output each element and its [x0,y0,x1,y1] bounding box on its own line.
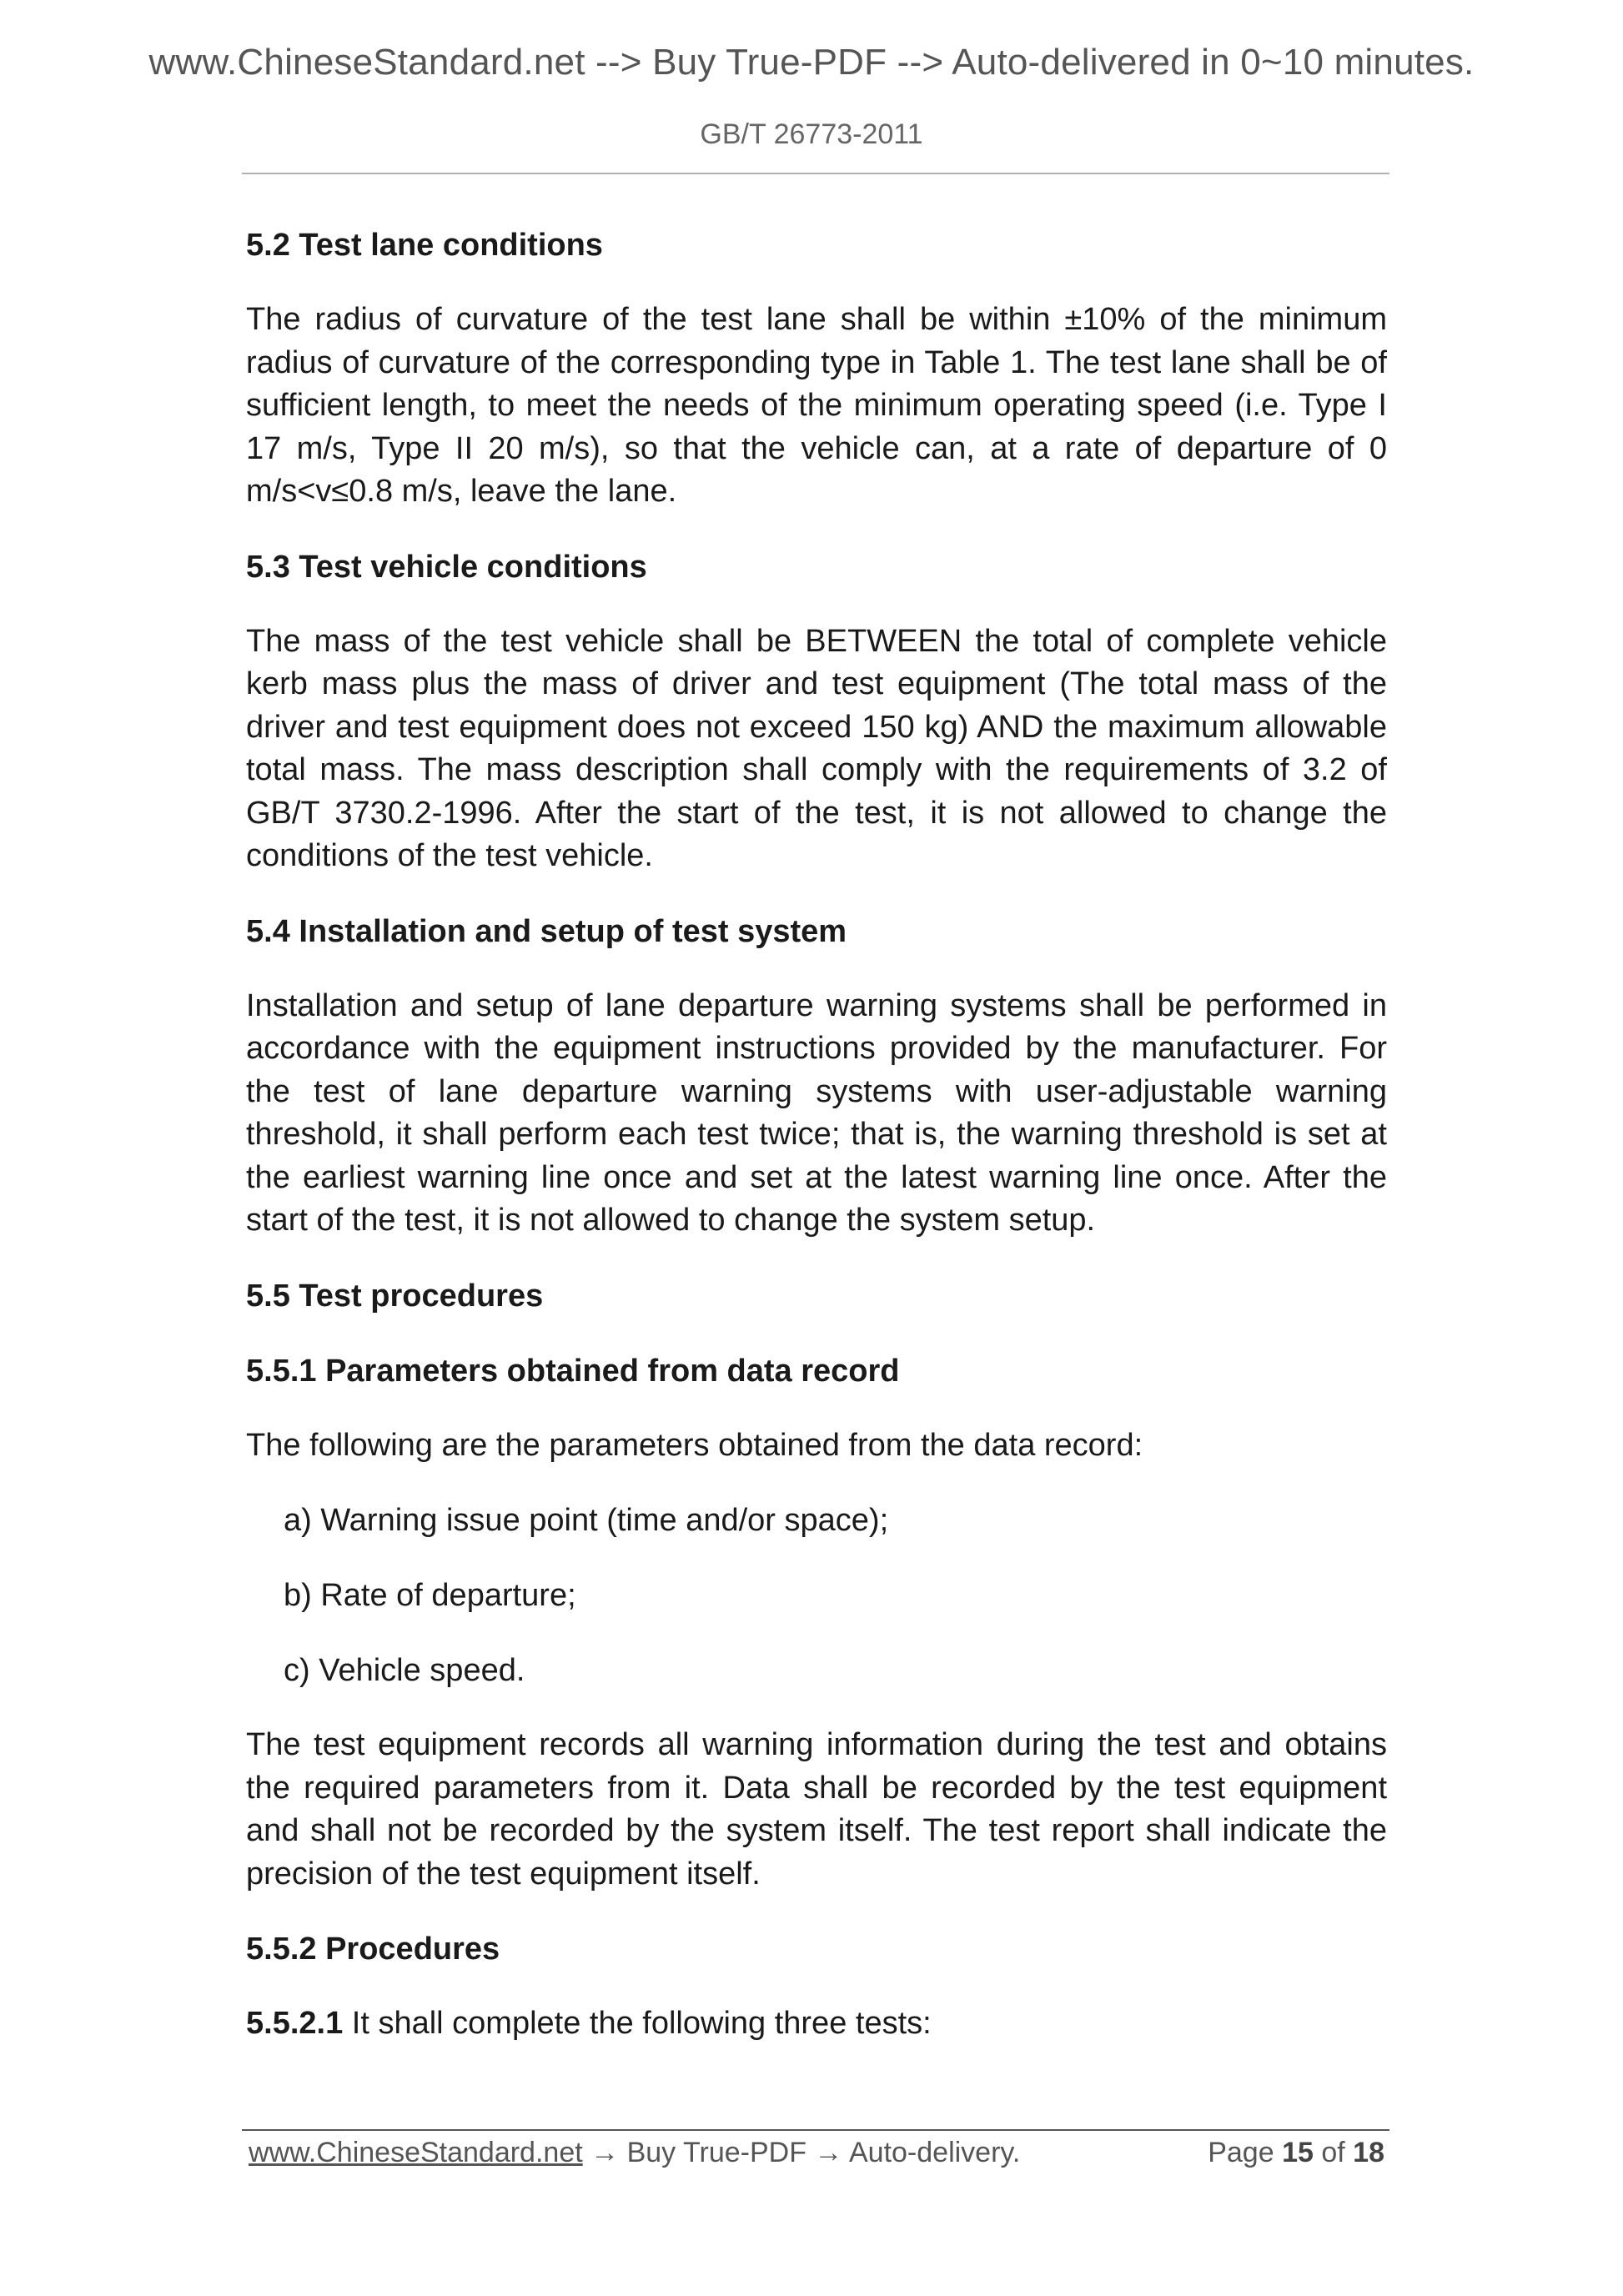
top-banner: www.ChineseStandard.net --> Buy True-PDF --> Auto-delivered in 0~10 minutes. [148,42,1475,83]
section-heading-5-5-1: 5.5.1 Parameters obtained from data record [246,1353,900,1389]
footer-tagline: → Buy True-PDF → Auto-delivery. [582,2137,1021,2168]
footer-site-link[interactable]: www.ChineseStandard.net [249,2137,583,2168]
footer-left [249,2137,1020,2169]
section-text-5-4: Installation and setup of lane departure warning systems shall be performed in accordance with the equipment instructions provided by the manufacturer. For the test of lane departure warning systems with user-adjustable warning threshold, it shall perform each test twice; that is, the warning threshold is set at the earliest warning line once and set at the latest warning line once. After the start of the test, it is not allowed to change the system setup. [246,987,1387,1238]
list-item: b) Rate of departure; [284,1578,576,1613]
section-heading-5-5-2: 5.5.2 Procedures [246,1932,500,1967]
current-page: 15 [1282,2137,1314,2168]
footer-divider [242,2129,1389,2131]
page-number [1208,2137,1384,2169]
clause-text: It shall complete the following three tests: [343,2006,932,2041]
section-heading-5-5: 5.5 Test procedures [246,1278,544,1314]
section-text-5-3: The mass of the test vehicle shall be BETWEEN the total of complete vehicle kerb mass plus the mass of driver and test equipment (The total mass of the driver and test equipment does not exceed 150 kg) AND the maximum allowable total mass. The mass description shall comply with the requirements of 3.2 of GB/T 3730.2-1996. After the start of the test, it is not allowed to change the conditions of the test vehicle. [246,623,1387,873]
page-content [246,224,1387,2077]
clause-number: 5.5.2.1 [246,2006,344,2041]
page-label: Page [1208,2137,1274,2168]
clause-5-5-2-1 [246,2002,1387,2046]
section-heading-5-2: 5.2 Test lane conditions [246,228,603,263]
header-divider [242,173,1389,174]
document-code: GB/T 26773-2011 [700,118,923,150]
of-label: of [1321,2137,1345,2168]
page-footer [249,2137,1384,2175]
section-text-5-5-1: The test equipment records all warning information during the test and obtains the required parameters from it. Data shall be recorded by the test equipment and shall not be recorded by the system itself. The test report shall indicate the precision of the test equipment itself. [246,1727,1387,1892]
section-heading-5-3: 5.3 Test vehicle conditions [246,549,647,585]
section-heading-5-4: 5.4 Installation and setup of test system [246,913,847,949]
list-item: c) Vehicle speed. [284,1653,525,1688]
list-item: a) Warning issue point (time and/or space); [284,1503,889,1538]
section-intro-5-5-1: The following are the parameters obtained from the data record: [246,1427,1143,1463]
section-text-5-2: The radius of curvature of the test lane shall be within ±10% of the minimum radius of curvature of the corresponding type in Table 1. The test lane shall be of sufficient length, to meet the needs of the minimum operating speed (i.e. Type I 17 m/s, Type II 20 m/s), so that the vehicle can, at a rate of departure of 0 m/s<v≤0.8 m/s, leave the lane. [246,302,1387,509]
total-pages: 18 [1353,2137,1384,2168]
